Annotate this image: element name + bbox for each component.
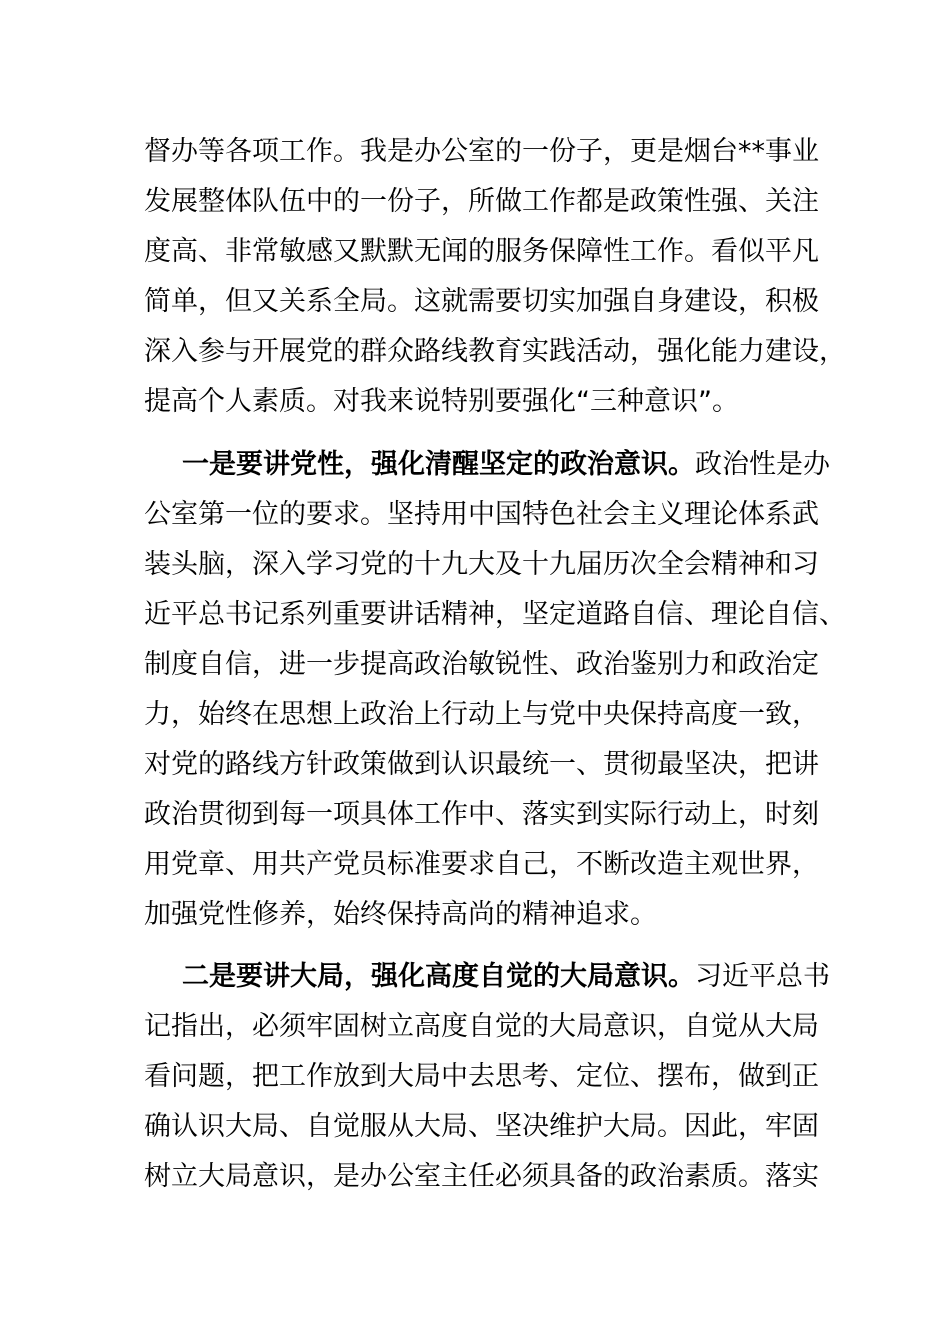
paragraph-one-line-6: 力，始终在思想上政治上行动上与党中央保持高度一致， [144,699,819,730]
paragraph-one-line-10: 加强党性修养，始终保持高尚的精神追求。 [144,899,657,930]
paragraph-one-first-line [182,445,830,485]
paragraph-one-heading: 一是要讲党性，强化清醒坚定的政治意识。 [182,449,695,480]
paragraph-one-line-7: 对党的路线方针政策做到认识最统一、贯彻最坚决，把讲 [144,749,819,780]
paragraph-two-heading: 二是要讲大局，强化高度自觉的大局意识。 [182,961,695,992]
paragraph-one-first-line-rest: 政治性是办 [695,449,830,480]
paragraph-one-line-8: 政治贯彻到每一项具体工作中、落实到实际行动上，时刻 [144,799,819,830]
intro-line-1: 督办等各项工作。我是办公室的一份子，更是烟台**事业 [144,136,819,167]
intro-line-2: 发展整体队伍中的一份子，所做工作都是政策性强、关注 [144,186,819,217]
intro-line-3: 度高、非常敏感又默默无闻的服务保障性工作。看似平凡 [144,236,819,267]
paragraph-one-line-9: 用党章、用共产党员标准要求自己，不断改造主观世界， [144,849,819,880]
paragraph-two-first-line [182,957,830,997]
intro-line-5: 深入参与开展党的群众路线教育实践活动，强化能力建设， [144,336,846,367]
paragraph-two-first-line-rest: 习近平总书 [695,961,830,992]
intro-line-6: 提高个人素质。对我来说特别要强化“三种意识”。 [144,386,739,417]
paragraph-two-line-3: 看问题，把工作放到大局中去思考、定位、摆布，做到正 [144,1061,819,1092]
intro-line-4: 简单，但又关系全局。这就需要切实加强自身建设，积极 [144,286,819,317]
paragraph-one-line-2: 公室第一位的要求。坚持用中国特色社会主义理论体系武 [144,499,819,530]
paragraph-two-line-4: 确认识大局、自觉服从大局、坚决维护大局。因此，牢固 [144,1111,819,1142]
paragraph-two-line-5: 树立大局意识，是办公室主任必须具备的政治素质。落实 [144,1161,819,1192]
paragraph-one-line-4: 近平总书记系列重要讲话精神，坚定道路自信、理论自信、 [144,599,846,630]
paragraph-one-line-5: 制度自信，进一步提高政治敏锐性、政治鉴别力和政治定 [144,649,819,680]
paragraph-two-line-2: 记指出，必须牢固树立高度自觉的大局意识，自觉从大局 [144,1011,819,1042]
paragraph-one-line-3: 装头脑，深入学习党的十九大及十九届历次全会精神和习 [144,549,819,580]
